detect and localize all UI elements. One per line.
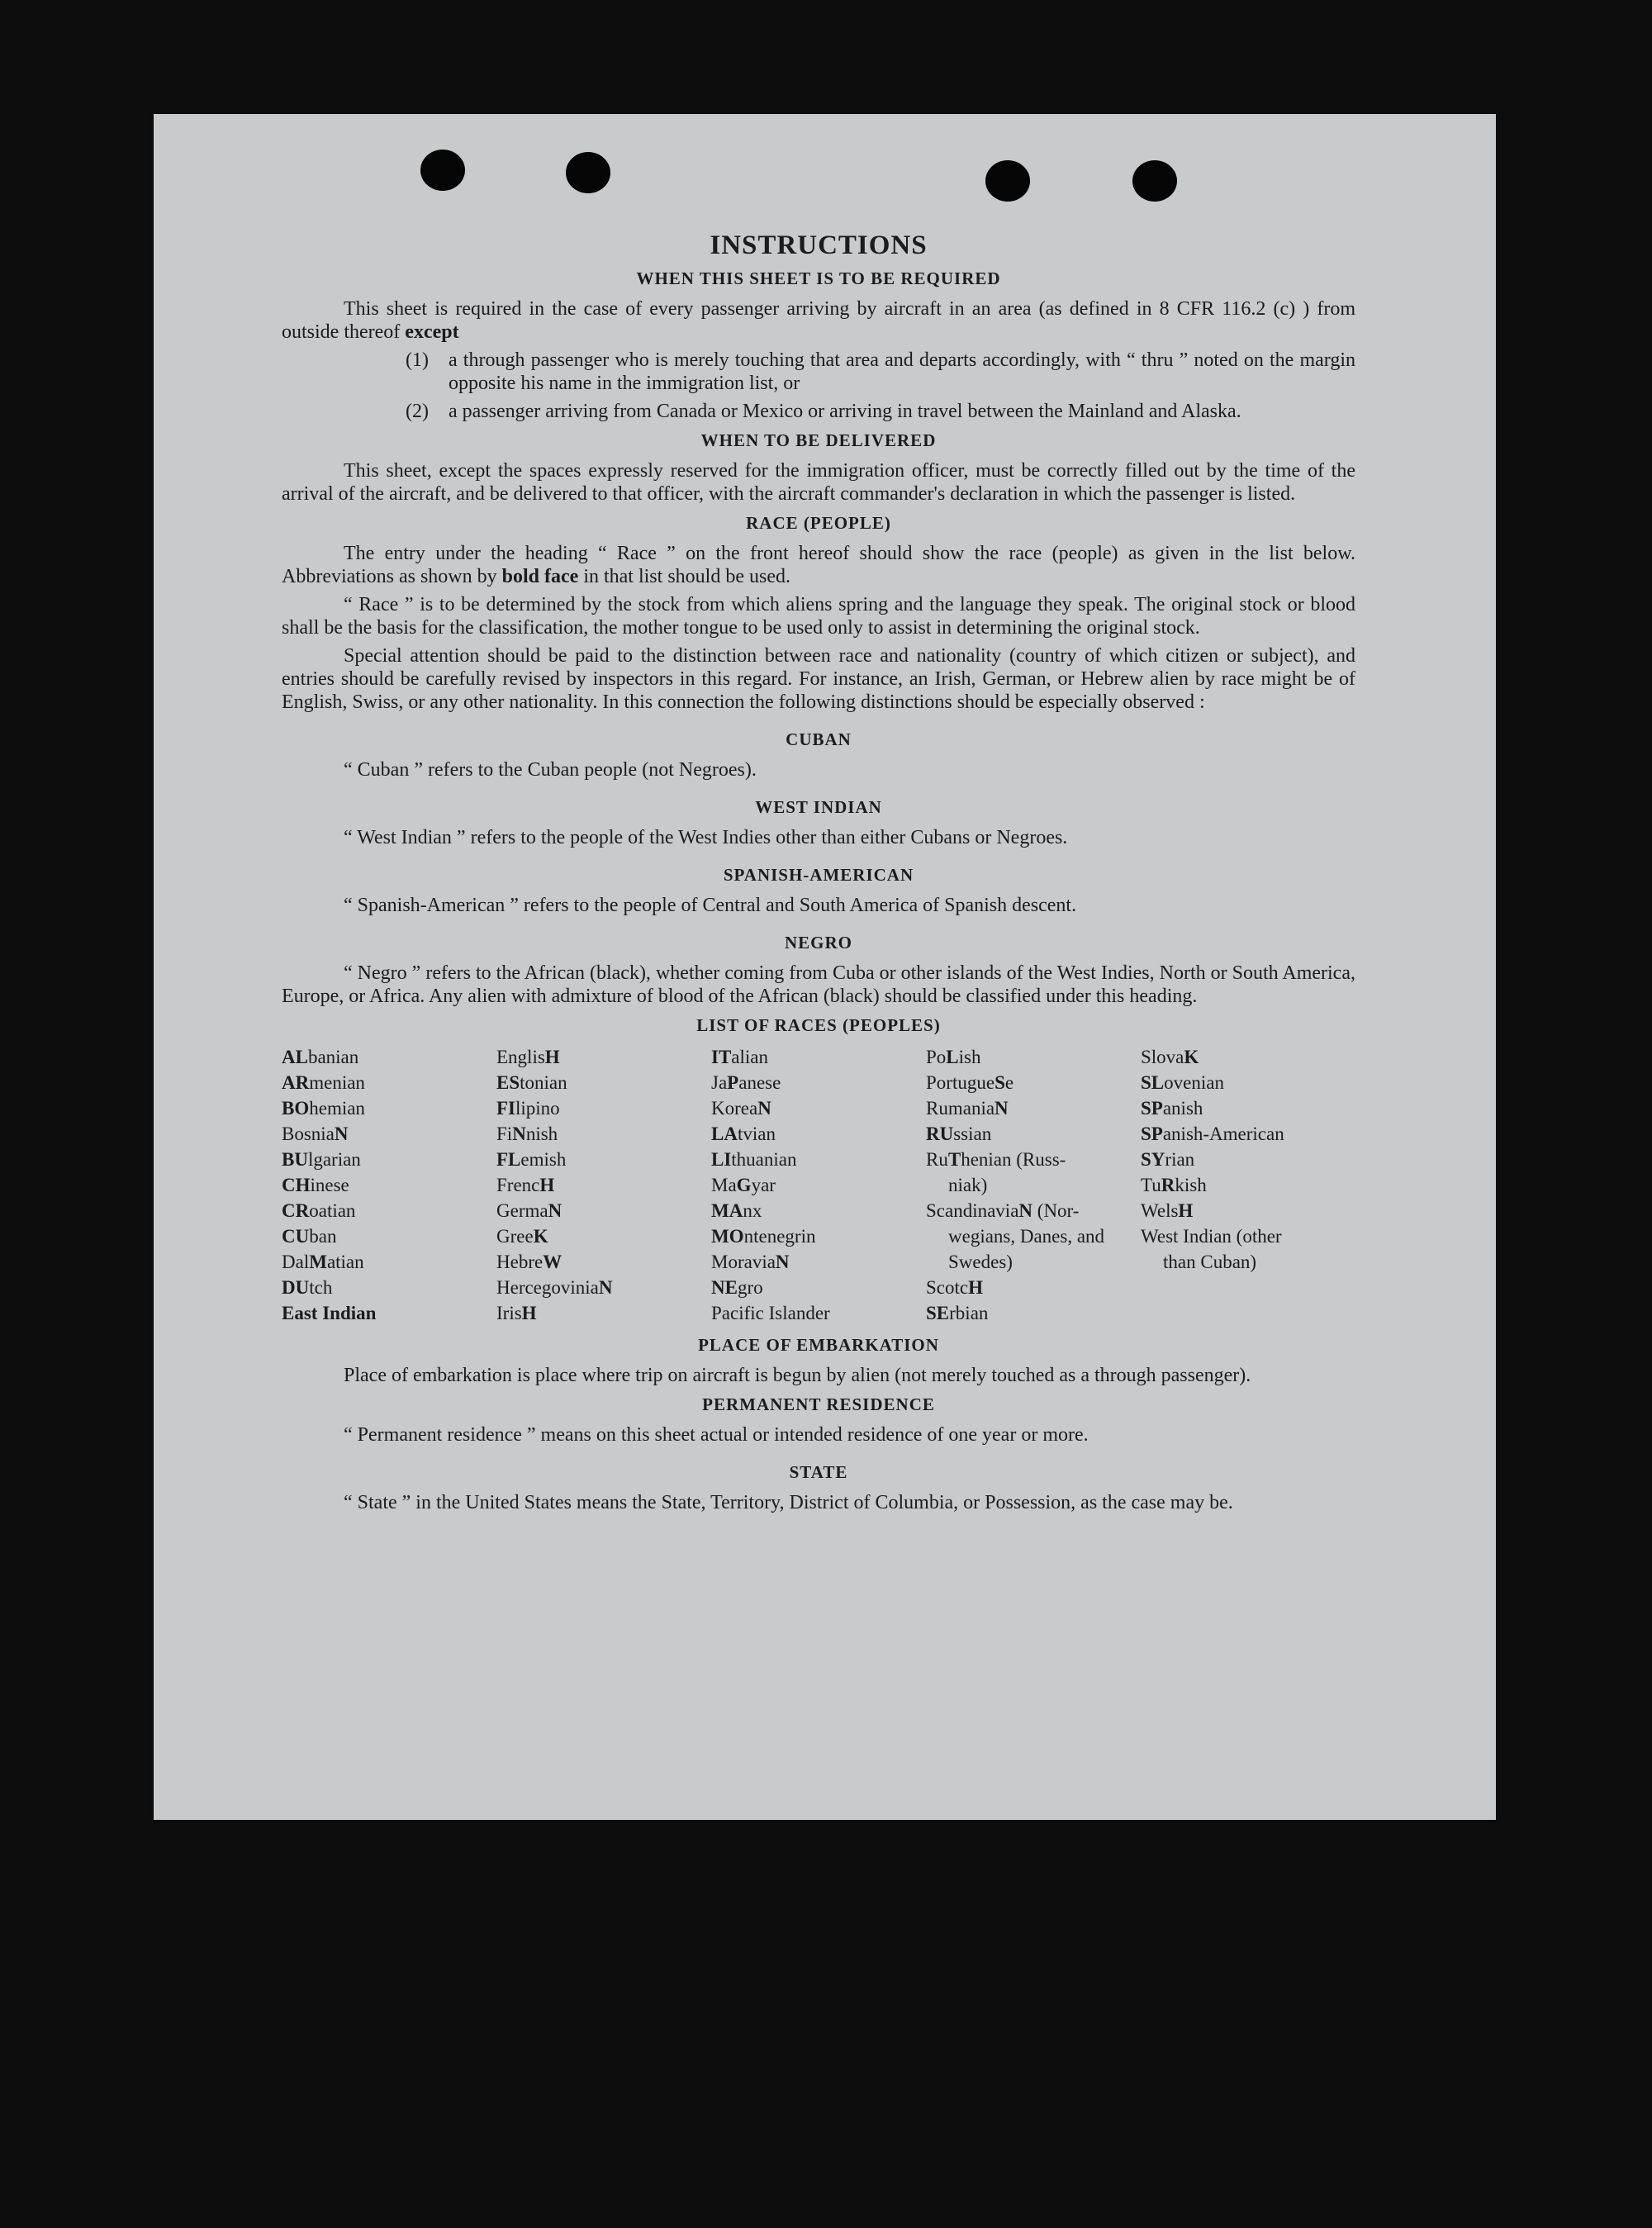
races-column [926,1044,1141,1326]
race-entry: DalMatian [282,1252,364,1272]
section-heading: SPANISH-AMERICAN [723,865,914,885]
race-entry: ALbanian [282,1047,359,1067]
races-column [496,1044,711,1326]
section-heading: STATE [789,1462,848,1482]
race-entry: ARmenian [282,1072,365,1093]
race-entry: FiNnish [496,1124,558,1144]
paragraph: “ Permanent residence ” means on this sheet actual or intended residence of one year or more. [344,1424,1089,1446]
race-entry: CHinese [282,1175,349,1195]
race-entry: DUtch [282,1277,333,1298]
race-entry: GermaN [496,1200,563,1221]
race-entry: MAnx [711,1200,762,1221]
paragraph: “ Race ” is to be determined by the stock from which aliens spring and the language they speak. The original stock or blood shall be the basis for the classification, the mother tongue to be used only to assist in determining the original stock. [282,594,1355,639]
punch-hole [420,150,465,191]
list-item: (1) a through passenger who is merely touching that area and departs accordingly, with “ thru ” noted on the margin opposite his name in the immigration list, or [406,349,1355,394]
document-page [154,114,1496,1820]
races-table [282,1044,1355,1326]
race-entry: SYrian [1141,1149,1195,1170]
section-heading: WHEN THIS SHEET IS TO BE REQUIRED [636,268,1001,288]
paragraph: “ State ” in the United States means the State, Territory, District of Columbia, or Possession, as the case may be. [344,1492,1233,1513]
races-column [282,1044,496,1326]
race-entry: RuThenian (Russ- niak) [926,1149,1066,1195]
race-entry: ScandinaviaN (Nor- wegians, Danes, and Swedes) [926,1200,1105,1272]
paragraph: “ Spanish-American ” refers to the people of Central and South America of Spanish descent. [344,895,1077,916]
race-entry: EStonian [496,1072,567,1093]
page-title: INSTRUCTIONS [710,230,928,260]
race-entry: FLemish [496,1149,567,1170]
race-entry: Pacific Islander [711,1303,830,1323]
race-entry: East Indian [282,1303,377,1323]
paragraph: This sheet is required in the case of every passenger arriving by aircraft in an area (as defined in 8 CFR 116.2 (c) ) from outside thereof except [282,298,1355,343]
race-entry: BosniaN [282,1124,349,1144]
race-entry: PortugueSe [926,1072,1014,1093]
paragraph: The entry under the heading “ Race ” on the front hereof should show the race (people) as given in the list below. Abbreviations as shown by bold face in that list should be used. [282,543,1355,587]
list-item: (2) a passenger arriving from Canada or Mexico or arriving in travel between the Mainland and Alaska. [406,401,1241,422]
paragraph: Special attention should be paid to the distinction between race and nationality (country of which citizen or subject), and entries should be carefully revised by inspectors in this regard. For instance, an Irish, German, or Hebrew alien by race might be of English, Swiss, or any other nationality. In this connection the following distinctions should be especially observed : [282,645,1355,713]
race-entry: PoLish [926,1047,981,1067]
race-entry: BOhemian [282,1098,365,1119]
race-entry: LIthuanian [711,1149,797,1170]
paragraph: “ Negro ” refers to the African (black), whether coming from Cuba or other islands of the West Indies, North or South America, Europe, or Africa. Any alien with admixture of blood of the African (black) should be classified under this heading. [282,962,1355,1007]
race-entry: SPanish [1141,1098,1203,1119]
race-entry: SErbian [926,1303,989,1323]
race-entry: HebreW [496,1252,563,1272]
punch-hole [566,152,610,193]
race-entry: JaPanese [711,1072,781,1093]
race-entry: SlovaK [1141,1047,1199,1067]
section-heading: LIST OF RACES (PEOPLES) [696,1015,941,1035]
paragraph: This sheet, except the spaces expressly reserved for the immigration officer, must be correctly filled out by the time of the arrival of the aircraft, and be delivered to that officer, with the aircraft commander's declaration in which the passenger is listed. [282,460,1355,505]
race-entry: West Indian (other than Cuban) [1141,1226,1282,1272]
paragraph: Place of embarkation is place where trip on aircraft is begun by alien (not merely touched as a through passenger). [344,1365,1251,1386]
race-entry: FIlipino [496,1098,560,1119]
race-entry: ScotcH [926,1277,983,1298]
punch-hole [1132,160,1177,202]
paragraph: “ Cuban ” refers to the Cuban people (not Negroes). [344,759,757,781]
section-heading: CUBAN [786,729,852,749]
paragraph: “ West Indian ” refers to the people of the West Indies other than either Cubans or Negroes. [344,827,1068,848]
race-entry: CRoatian [282,1200,356,1221]
section-heading: RACE (PEOPLE) [746,513,891,533]
punch-hole [985,160,1030,202]
race-entry: NEgro [711,1277,763,1298]
race-entry: RUssian [926,1124,992,1144]
race-entry: ITalian [711,1047,768,1067]
section-heading: PLACE OF EMBARKATION [698,1335,939,1355]
race-entry: FrencH [496,1175,555,1195]
race-entry: EnglisH [496,1047,560,1067]
section-heading: NEGRO [784,933,852,952]
race-entry: MOntenegrin [711,1226,816,1247]
race-entry: TuRkish [1141,1175,1207,1195]
race-entry: WelsH [1141,1200,1194,1221]
race-entry: LAtvian [711,1124,776,1144]
race-entry: MaGyar [711,1175,776,1195]
race-entry: HercegoviniaN [496,1277,613,1298]
race-entry: BUlgarian [282,1149,361,1170]
races-column [711,1044,926,1326]
race-entry: GreeK [496,1226,548,1247]
instructions-body [282,230,1355,1519]
race-entry: RumaniaN [926,1098,1009,1119]
section-heading: WEST INDIAN [755,797,882,817]
race-entry: MoraviaN [711,1252,790,1272]
section-heading: PERMANENT RESIDENCE [702,1394,935,1414]
races-column [1141,1044,1355,1326]
section-heading: WHEN TO BE DELIVERED [700,430,937,450]
race-entry: SLovenian [1141,1072,1224,1093]
race-entry: KoreaN [711,1098,771,1119]
race-entry: CUban [282,1226,337,1247]
race-entry: SPanish-American [1141,1124,1284,1144]
race-entry: IrisH [496,1303,537,1323]
